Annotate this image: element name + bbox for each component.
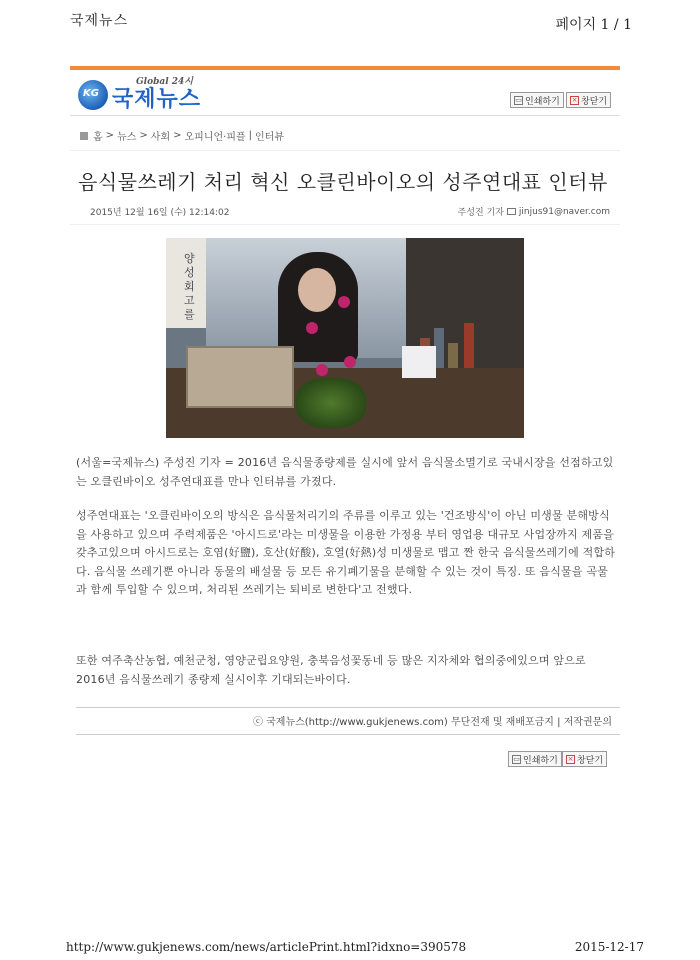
print-button-top[interactable]	[510, 92, 564, 108]
article-paragraph-3: 또한 여주축산농협, 예천군청, 영양군립요양원, 충북음성꽃동네 등 많은 지자체와 협의중에있으며 앞으로 2016년 음식물쓰레기 종량제 실시이후 기대되는바이다.	[76, 654, 586, 686]
breadcrumb-separator: >	[105, 130, 115, 141]
breadcrumb-separator: >	[173, 130, 182, 141]
breadcrumb-society[interactable]: 사회	[150, 132, 171, 143]
print-button-label: 인쇄하기	[525, 96, 560, 107]
reporter-name: 주성진 기자	[457, 208, 504, 218]
photo-flower	[344, 356, 356, 368]
header-divider	[70, 115, 620, 116]
print-header-site: 국제뉴스	[70, 13, 129, 29]
close-button-label: 창닫기	[577, 755, 604, 766]
breadcrumb-separator: |	[248, 130, 253, 141]
close-button-label: 창닫기	[581, 96, 608, 107]
photo-flower	[316, 364, 328, 376]
article-title: 음식물쓰레기 처리 혁신 오클린바이오의 성주연대표 인터뷰	[78, 170, 608, 194]
copyright-notice: ⓒ 국제뉴스(http://www.gukjenews.com) 무단전재 및 재배포금지 | 저작권문의	[252, 717, 612, 728]
breadcrumb-news[interactable]: 뉴스	[117, 132, 137, 143]
print-button-label: 인쇄하기	[523, 755, 558, 766]
breadcrumb	[80, 128, 284, 143]
mail-icon	[507, 208, 516, 215]
home-icon	[80, 132, 88, 140]
accent-bar	[70, 66, 620, 70]
print-button-bottom[interactable]	[508, 751, 562, 767]
print-icon: ▭	[515, 95, 522, 104]
logo-name: 국제뉴스	[112, 87, 202, 112]
photo-flower	[306, 322, 318, 334]
site-logo[interactable]	[78, 74, 238, 110]
footer-divider-bottom	[76, 734, 620, 735]
footer-divider	[76, 707, 620, 708]
breadcrumb-divider	[70, 150, 620, 151]
breadcrumb-separator: >	[139, 130, 148, 141]
breadcrumb-home[interactable]: 홈	[93, 132, 103, 143]
breadcrumb-interview[interactable]: 인터뷰	[255, 132, 284, 143]
photo-tray	[186, 346, 294, 408]
article-byline	[458, 205, 610, 218]
photo-sign-char: 성	[184, 266, 195, 279]
close-icon: ×	[567, 754, 574, 763]
print-footer-url: http://www.gukjenews.com/news/articlePrint.html?idxno=390578	[66, 940, 467, 954]
logo-tagline: Global 24시	[136, 77, 194, 87]
article-paragraph-2: 성주연대표는 '오클린바이오의 방식은 음식물처리기의 주류를 이루고 있는 '건조방식'이 아닌 미생물 분해방식을 사용하고 있으며 주력제품은 '아시드로'라는 미생물을 이용한 가정용 부터 영업용 대규모 사업장까지 제품을 갖추고있으며 아시드로는 호염(好鹽), 호산(好酸), 호열(好熱)성 미생물로 맵고 짠 한국 음식물쓰레기에 적합하다. 음식물 쓰레기뿐 아니라 동물의 배설물 등 모든 유기폐기물을 분해할 수 있는 것이 특징. 또 음식물을 곡물과 함께 투입할 수 있으며, 처리된 쓰레기는 퇴비로 변한다'고 전했다.	[76, 509, 616, 597]
photo-face	[298, 268, 336, 312]
breadcrumb-opinion[interactable]: 오피니언·피플	[184, 132, 246, 143]
reporter-email[interactable]: jinjus91@naver.com	[518, 206, 610, 217]
article-photo	[166, 238, 524, 438]
photo-flower	[338, 296, 350, 308]
globe-logo-text: KG	[83, 88, 99, 99]
print-icon: ▭	[513, 754, 520, 763]
close-button-bottom[interactable]	[562, 751, 607, 767]
photo-sign-char: 양	[184, 252, 195, 265]
photo-tissue	[402, 346, 436, 378]
close-button-top[interactable]	[566, 92, 611, 108]
article-date: 2015년 12월 16일 (수) 12:14:02	[90, 208, 230, 218]
photo-sign-char: 회	[184, 280, 195, 293]
meta-divider	[70, 224, 620, 225]
print-header-page: 페이지 1 / 1	[555, 17, 632, 33]
photo-sign-char: 를	[184, 308, 195, 321]
photo-sign-char: 고	[184, 294, 195, 307]
photo-plant	[296, 378, 366, 428]
article-paragraph-1: (서울=국제뉴스) 주성진 기자 = 2016년 음식물종량제를 실시에 앞서 음식물소멸기로 국내시장을 선점하고있는 오클린바이오 성주연대표를 만나 인터뷰를 가졌다.	[76, 456, 614, 488]
close-icon: ×	[571, 95, 578, 104]
photo-sign	[166, 238, 206, 328]
print-footer-date: 2015-12-17	[574, 940, 644, 954]
